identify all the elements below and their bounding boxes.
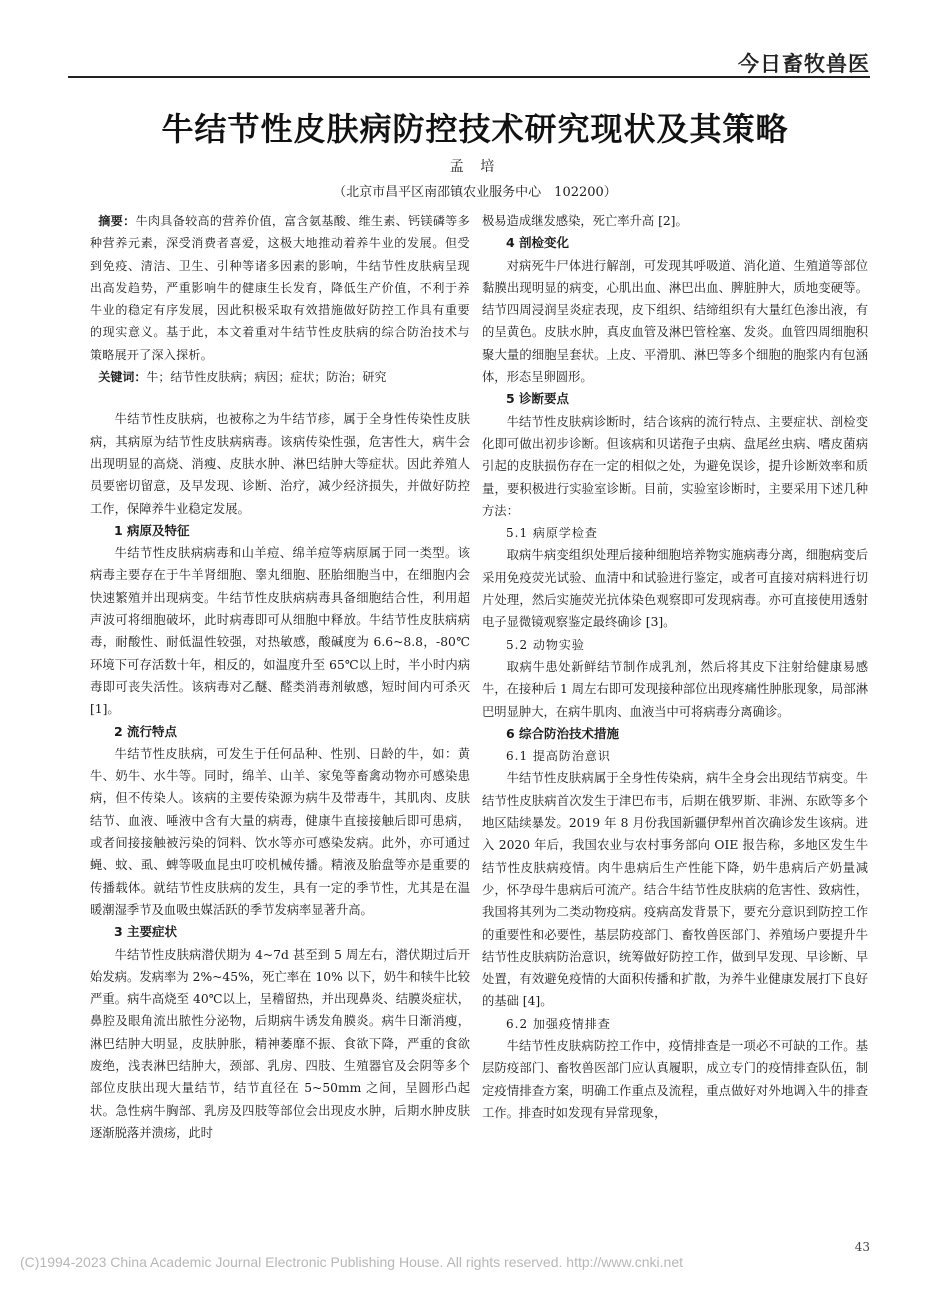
section-heading-4: 4 剖检变化 [506,235,570,251]
article-author: 孟 培 [449,159,501,175]
section-heading-2: 2 流行特点 [114,723,178,739]
subsection-heading-6-2: 6.2 加强疫情排查 [506,1016,611,1031]
keywords [90,366,470,388]
intro-paragraph: 牛结节性皮肤病，也被称之为牛结节疹，属于全身性传染性皮肤病，其病原为结节性皮肤病病毒。该病传染性强，危害性大，病牛会出现明显的高烧、消瘦、皮肤水肿、淋巴结肿大等症状。因此养殖人员要密切留意，及早发现、诊断、治疗，减少经济损失，并做好防控工作，保障养牛业稳定发展。 [90,412,470,516]
section-1-text: 牛结节性皮肤病病毒和山羊痘、绵羊痘等病原属于同一类型。该病毒主要存在于牛羊肾细胞、睾丸细胞、胚胎细胞当中，在细胞内会快速繁殖并出现病变。牛结节性皮肤病病毒具备细胞结合性，利用超声波可将细胞破坏，此时病毒即可从细胞中释放。牛结节性皮肤病病毒，耐酸性、耐低温性较强，对热敏感，酸碱度为 6.6~8.8，-80℃环境下可存活数十年，相反的，如温度升至 65℃以上时，半小时内病毒即可丧失活性。该病毒对乙醚、醛类消毒剂敏感，短时间内可杀灭 [1]。 [90,546,470,717]
subsection-heading-5-2: 5.2 动物实验 [506,637,585,652]
author-affiliation: （北京市昌平区南邵镇农业服务中心 102200） [333,185,617,200]
abstract [90,210,470,366]
copyright-footer: (C)1994-2023 China Academic Journal Electronic Publishing House. All rights reserved. http://www.cnki.net [20,1254,683,1270]
section-3-text: 牛结节性皮肤病潜伏期为 4~7d 甚至到 5 周左右，潜伏期过后开始发病。发病率为 2%~45%，死亡率在 10% 以下，奶牛和犊牛比较严重。病牛高烧至 40℃以上，呈稽留热，并出现鼻炎、结膜炎症状，鼻腔及眼角流出脓性分泌物，后期病牛诱发角膜炎。病牛日渐消瘦，淋巴结肿大明显，皮肤肿胀，精神萎靡不振、食欲下降，严重的食欲废绝，浅表淋巴结肿大，颈部、乳房、四肢、生殖器官及会阴等多个部位皮肤出现大量结节，结节直径在 5~50mm 之间，呈圆形凸起状。急性病牛胸部、乳房及四肢等部位会出现皮水肿，后期水肿皮肤逐渐脱落并溃疡，此时 [90,947,470,1140]
left-column [90,210,470,1144]
section-3-continued: 极易造成继发感染，死亡率升高 [2]。 [482,214,688,228]
section-heading-5: 5 诊断要点 [506,391,570,407]
section-2-text: 牛结节性皮肤病，可发生于任何品种、性别、日龄的牛，如：黄牛、奶牛、水牛等。同时，绵羊、山羊、家兔等畜禽动物亦可感染患病，但不传染人。该病的主要传染源为病牛及带毒牛，其肌肉、皮肤结节、血液、唾液中含有大量的病毒，健康牛直接接触后即可患病，或者间接接触被污染的饲料、饮水等亦可感染发病。此外，亦可通过蝇、蚊、虱、蜱等吸血昆虫叮咬机械传播。精液及胎盘等亦是重要的传播载体。就结节性皮肤病的发生，具有一定的季节性，尤其是在温暖潮湿季节及血吸虫媒活跃的季节发病率显著升高。 [90,746,470,917]
abstract-text: 牛肉具备较高的营养价值，富含氨基酸、维生素、钙镁磷等多种营养元素，深受消费者喜爱，这极大地推动着养牛业的发展。但受到免疫、清洁、卫生、引种等诸多因素的影响，牛结节性皮肤病呈现出高发趋势，严重影响牛的健康生长发育，降低生产价值，不利于养牛业的稳定有序发展，因此积极采取有效措施做好防控工作具有重要的现实意义。基于此，本文着重对牛结节性皮肤病的综合防治技术与策略展开了深入探析。 [90,214,470,362]
subsection-6-1-text: 牛结节性皮肤病属于全身性传染病，病牛全身会出现结节病变。牛结节性皮肤病首次发生于津巴布韦，后期在俄罗斯、非洲、东欧等多个地区陆续暴发。2019 年 8 月份我国新疆伊犁州首次确诊发生该病。进入 2020 年后，我国农业与农村事务部向 OIE 报告称，多地区发生牛结节性皮肤病疫情。肉牛患病后生产性能下降，奶牛患病后产奶量减少，怀孕母牛患病后可流产。结合牛结节性皮肤病的危害性、致病性，我国将其列为二类动物疫病。疫病高发背景下，要充分意识到防控工作的重要性和必要性，基层防疫部门、畜牧兽医部门、养殖场户要提升牛结节性皮肤病防治意识，统筹做好防控工作，做到早发现、早诊断、早处置，有效避免疫情的大面积传播和扩散，为养牛业健康发展打下良好的基础 [4]。 [482,771,868,1009]
section-5-text: 牛结节性皮肤病诊断时，结合该病的流行特点、主要症状、剖检变化即可做出初步诊断。但该病和贝诺孢子虫病、盘尾丝虫病、嗜皮菌病引起的皮肤损伤存在一定的相似之处，为避免误诊，提升诊断效率和质量，要积极进行实验室诊断。目前，实验室诊断时，主要采用下述几种方法： [482,414,868,518]
subsection-heading-5-1: 5.1 病原学检查 [506,526,598,541]
subsection-5-2-text: 取病牛患处新鲜结节制作成乳剂，然后将其皮下注射给健康易感牛，在接种后 1 周左右即可发现接种部位出现疼痛性肿胀现象，局部淋巴明显肿大，在病牛肌肉、血液当中可将病毒分离确诊。 [482,659,868,719]
page-number: 43 [854,1240,870,1254]
keywords-text: 牛；结节性皮肤病；病因；症状；防治；研究 [146,370,387,385]
section-heading-3: 3 主要症状 [114,924,178,940]
article-title: 牛结节性皮肤病防控技术研究现状及其策略 [161,110,789,148]
section-4-text: 对病死牛尸体进行解剖，可发现其呼吸道、消化道、生殖道等部位黏膜出现明显的病变，心肌出血、淋巴出血、脾脏肿大，质地变硬等。结节四周浸润呈炎症表现，皮下组织、结缔组织有大量红色渗出液，有的呈黄色。皮肤水肿，真皮血管及淋巴管栓塞、发炎。血管四周细胞积聚大量的细胞呈套状。上皮、平滑肌、淋巴等多个细胞的胞浆内有包涵体，形态呈卵圆形。 [482,258,868,385]
section-heading-1: 1 病原及特征 [114,522,190,538]
header-rule [68,76,870,78]
subsection-6-2-text: 牛结节性皮肤病防控工作中，疫情排查是一项必不可缺的工作。基层防疫部门、畜牧兽医部门应认真履职，成立专门的疫情排查队伍，制定疫情排查方案，明确工作重点及流程，重点做好对外地调入牛的排查工作。排查时如发现有异常现象， [482,1038,868,1120]
keywords-label: 关键词： [98,370,147,385]
abstract-label: 摘要： [98,214,136,228]
journal-name: 今日畜牧兽医 [738,51,870,76]
section-heading-6: 6 综合防治技术措施 [506,725,620,741]
subsection-heading-6-1: 6.1 提高防治意识 [506,749,611,764]
right-column [482,210,868,1124]
subsection-5-1-text: 取病牛病变组织处理后接种细胞培养物实施病毒分离，细胞病变后采用免疫荧光试验、血清中和试验进行鉴定，或者可直接对病料进行切片处理，然后实施荧光抗体染色观察即可发现病毒。亦可直接使用透射电子显微镜观察鉴定最终确诊 [3]。 [482,548,868,630]
